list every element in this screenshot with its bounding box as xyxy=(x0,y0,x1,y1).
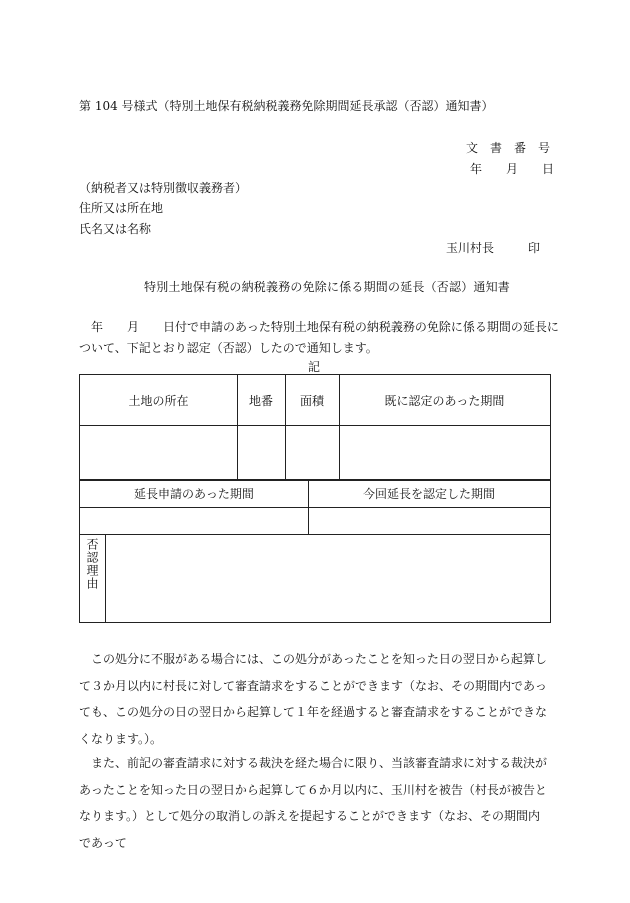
recipient-label: （納税者又は特別徴収義務者） xyxy=(79,181,248,195)
input-location[interactable] xyxy=(80,425,237,479)
body-text-line-2: ついて、下記とおり認定（否認）したので通知します。 xyxy=(79,341,378,355)
address-label: 住所又は所在地 xyxy=(79,201,164,215)
denial-reason-label: 否認理由 xyxy=(85,538,99,590)
header-approved-period: 既に認定のあった期間 xyxy=(384,393,505,408)
document-number-label: 文 書 番 号 xyxy=(466,141,551,155)
input-area[interactable] xyxy=(285,425,339,479)
input-approved-period[interactable] xyxy=(339,425,550,479)
notice-title: 特別土地保有税の納税義務の免除に係る期間の延長（否認）通知書 xyxy=(144,280,511,294)
input-requested-extension[interactable] xyxy=(80,507,308,534)
date-label: 年 月 日 xyxy=(470,162,555,176)
seal-mark: 印 xyxy=(528,241,541,255)
appeal-note-1: この処分に不服がある場合には、この処分があったことを知った日の翌日から起算して３か月以内に村長に対して審査請求をすることができます（なお、その期間内であっても、この処分の日の翌日から起算して１年を経過すると審査請求をすることができなくなります。）。 xyxy=(79,652,548,746)
form-number-header: 第 104 号様式（特別土地保有税納税義務免除期間延長承認（否認）通知書） xyxy=(79,99,494,113)
header-area: 面積 xyxy=(299,393,324,408)
header-approved-extension: 今回延長を認定した期間 xyxy=(362,487,495,501)
header-lot-number: 地番 xyxy=(248,393,273,408)
extension-table xyxy=(79,480,551,623)
header-requested-extension: 延長申請のあった期間 xyxy=(134,487,254,501)
appeal-note-2: また、前記の審査請求に対する裁決を経た場合に限り、当該審査請求に対する裁決があったことを知った日の翌日から起算して６か月以内に、玉川村を被告（村長が被告となります。）として処分の取消しの訴えを提起することができます（なお、その期間内であって xyxy=(79,756,548,850)
land-info-table xyxy=(79,374,551,480)
input-denial-reason[interactable] xyxy=(105,534,550,621)
ki-label: 記 xyxy=(308,360,321,374)
name-label: 氏名又は名称 xyxy=(79,222,152,236)
input-lot-number[interactable] xyxy=(237,425,285,479)
issuer-name: 玉川村長 xyxy=(446,241,495,255)
body-text-line-1: 年 月 日付で申請のあった特別土地保有税の納税義務の免除に係る期間の延長に xyxy=(79,320,559,334)
header-location: 土地の所在 xyxy=(128,393,189,408)
input-approved-extension[interactable] xyxy=(308,507,550,534)
